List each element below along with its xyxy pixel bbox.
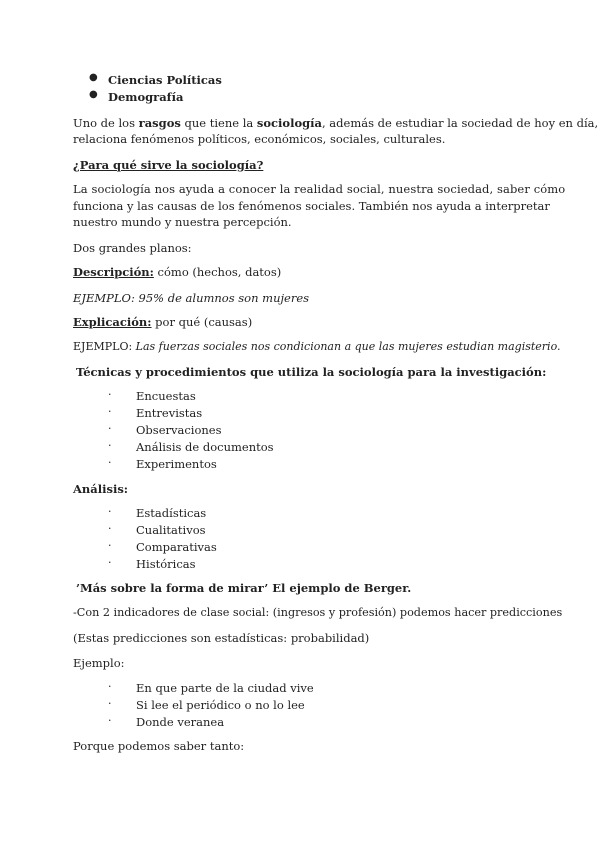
- list-item: En que parte de la ciudad vive: [136, 681, 314, 695]
- intro-line-1: Uno de los rasgos que tiene la sociología, además de estudiar la sociedad de hoy en día,: [73, 116, 599, 130]
- bullet-dot-icon: ·: [108, 439, 112, 452]
- bullet-dot-icon: ·: [108, 422, 112, 435]
- paragraph-line: nuestro mundo y nuestra percepción.: [73, 215, 292, 229]
- bullet-dot-icon: ●: [89, 89, 98, 100]
- paragraph-line: La sociología nos ayuda a conocer la realidad social, nuestra sociedad, saber cómo: [73, 182, 566, 196]
- bullet-dot-icon: ·: [108, 405, 112, 418]
- list-item: Cualitativos: [136, 523, 206, 537]
- description-example: EJEMPLO: 95% de alumnos son mujeres: [73, 291, 310, 305]
- closing-line: Porque podemos saber tanto:: [73, 739, 245, 753]
- planes-intro: Dos grandes planos:: [73, 241, 192, 255]
- bullet-dot-icon: ·: [108, 456, 112, 469]
- list-item: Estadísticas: [136, 506, 207, 520]
- list-item: Donde veranea: [136, 715, 225, 729]
- bullet-dot-icon: ·: [108, 522, 112, 535]
- bullet-dot-icon: ·: [108, 388, 112, 401]
- description-label: Descripción:: [73, 265, 154, 279]
- analysis-heading: Análisis:: [73, 482, 129, 496]
- explanation-line: Explicación: por qué (causas): [73, 315, 253, 329]
- paragraph-line: funciona y las causas de los fenómenos sociales. También nos ayuda a interpretar: [73, 199, 550, 213]
- bullet-dot-icon: ·: [108, 505, 112, 518]
- example-label: Ejemplo:: [73, 656, 125, 670]
- explanation-label: Explicación:: [73, 315, 152, 329]
- berger-line: (Estas predicciones son estadísticas: probabilidad): [73, 631, 370, 645]
- bullet-dot-icon: ●: [89, 72, 98, 83]
- berger-line: -Con 2 indicadores de clase social: (ingresos y profesión) podemos hacer predicciones: [73, 606, 563, 619]
- berger-heading: ’Más sobre la forma de mirar’ El ejemplo de Berger.: [76, 581, 412, 595]
- list-item: Demografía: [108, 90, 184, 104]
- list-item: Observaciones: [136, 423, 222, 437]
- bullet-dot-icon: ·: [108, 539, 112, 552]
- section-heading: ¿Para qué sirve la sociología?: [73, 158, 264, 172]
- techniques-heading: Técnicas y procedimientos que utiliza la sociología para la investigación:: [76, 365, 547, 379]
- bullet-dot-icon: ·: [108, 556, 112, 569]
- bullet-dot-icon: ·: [108, 680, 112, 693]
- bullet-dot-icon: ·: [108, 697, 112, 710]
- explanation-example: EJEMPLO: Las fuerzas sociales nos condicionan a que las mujeres estudian magisterio.: [73, 340, 561, 353]
- bullet-dot-icon: ·: [108, 714, 112, 727]
- list-item: Históricas: [136, 557, 196, 571]
- list-item: Experimentos: [136, 457, 217, 471]
- intro-line-2: relaciona fenómenos políticos, económicos, sociales, culturales.: [73, 132, 446, 146]
- list-item: Entrevistas: [136, 406, 203, 420]
- list-item: Ciencias Políticas: [108, 73, 222, 87]
- list-item: Comparativas: [136, 540, 217, 554]
- list-item: Si lee el periódico o no lo lee: [136, 698, 305, 712]
- emphasis-rasgos: rasgos: [138, 116, 181, 130]
- emphasis-sociologia: sociología: [256, 116, 322, 130]
- list-item: Análisis de documentos: [136, 440, 274, 454]
- description-line: Descripción: cómo (hechos, datos): [73, 265, 282, 279]
- list-item: Encuestas: [136, 389, 196, 403]
